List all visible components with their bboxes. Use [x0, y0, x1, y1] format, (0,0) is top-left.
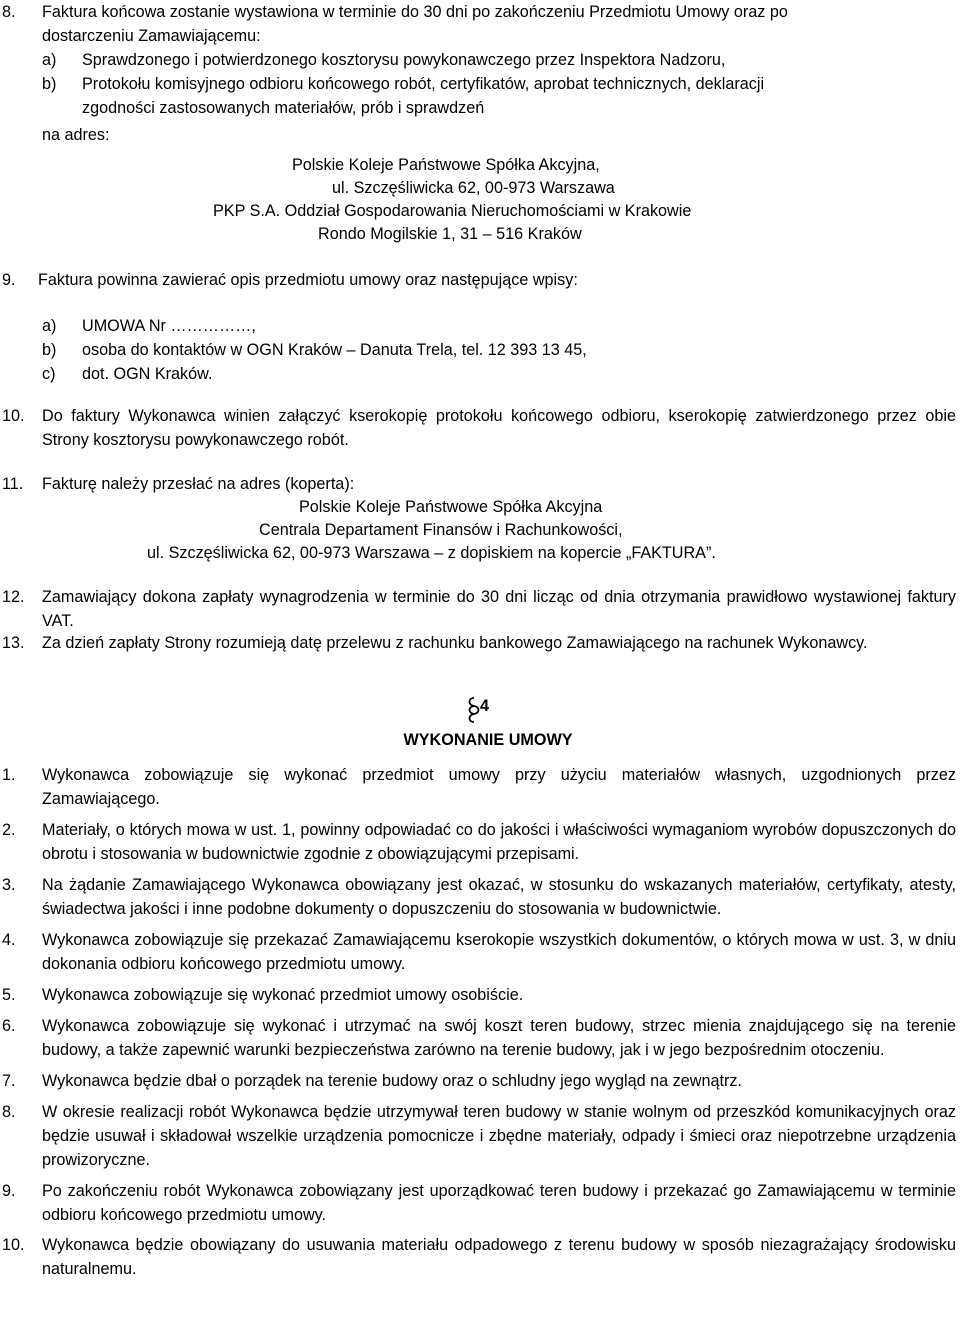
list-number: 6.: [2, 1017, 16, 1035]
list-number: 2.: [2, 821, 16, 839]
list-number: 9.: [2, 1182, 16, 1200]
paragraph-text: [42, 0, 960, 48]
text-line: Wykonawca będzie dbał o porządek na terenie budowy oraz o schludny jego wygląd na zewnątrz.: [42, 1072, 742, 1090]
text-line: Wykonawca zobowiązuje się wykonać przedmiot umowy przy użyciu materiałów własnych, uzgodnionych: [42, 766, 902, 784]
text-line: Wykonawca zobowiązuje się wykonać przedmiot umowy osobiście.: [42, 986, 524, 1004]
list-text: [42, 1014, 960, 1062]
list-letter: b): [42, 341, 57, 359]
list-item: [0, 1100, 960, 1172]
paragraph-9: [0, 268, 960, 292]
address-line: Rondo Mogilskie 1, 31 – 516 Kraków: [318, 225, 582, 243]
list-item: [0, 928, 960, 976]
list-text: [42, 818, 960, 866]
list-number: 7.: [2, 1072, 16, 1090]
paragraph-12: [0, 585, 960, 633]
paragraph-number: 12.: [2, 588, 25, 606]
list-item: [0, 1179, 960, 1227]
text-line: odpady i śmieci oraz niepotrzebne urządzenia prowizoryczne.: [42, 1127, 956, 1169]
paragraph-number: 11.: [2, 475, 24, 493]
list-letter: a): [42, 51, 57, 69]
list-text: [42, 928, 960, 976]
list-item: [0, 362, 960, 386]
text-line: Zamawiającemu w terminie odbioru końcowego przedmiotu umowy.: [42, 1182, 957, 1224]
address-line: ul. Szczęśliwicka 62, 00-973 Warszawa: [332, 179, 615, 197]
list-text: osoba do kontaktów w OGN Kraków – Danuta Trela, tel. 12 393 13 45,: [82, 341, 587, 359]
list-text: [42, 1069, 960, 1093]
list-number: 1.: [2, 766, 16, 784]
list-item: [0, 314, 960, 338]
text-line: Za dzień zapłaty Strony rozumieją datę przelewu z rachunku bankowego Zamawiającego na rachunek: [42, 634, 774, 652]
address-line: Polskie Koleje Państwowe Spółka Akcyjna,: [292, 156, 600, 174]
paragraph-10: [0, 404, 960, 452]
list-item: [0, 338, 960, 362]
list-text: [42, 873, 960, 921]
text-line: Wykonawcy.: [778, 634, 868, 652]
text-line: zatwierdzonego przez obie Strony kosztorysu powykonawczego robót.: [42, 407, 957, 449]
text-line: komunikacyjnych oraz będzie usuwał i składował wszelkie urządzenia pomocnicze i zbędne materiały,: [42, 1103, 957, 1145]
list-text: Protokołu komisyjnego odbioru końcowego robót, certyfikatów, aprobat technicznych, deklaracji: [82, 75, 765, 93]
list-text: [42, 983, 960, 1007]
list-text: dot. OGN Kraków.: [82, 365, 213, 383]
list-item: [0, 48, 960, 72]
section-title: WYKONANIE UMOWY: [403, 731, 573, 749]
text-line: dostarczeniu Zamawiającemu:: [42, 27, 261, 45]
list-letter: c): [42, 365, 56, 383]
paragraph-text: Fakturę należy przesłać na adres (koperta):: [42, 475, 355, 493]
text-line: W okresie realizacji robót Wykonawca będzie utrzymywał teren budowy w stanie wolnym od przeszkód: [42, 1103, 791, 1121]
list-item: [0, 1014, 960, 1062]
text-line: stosowania w budownictwie.: [518, 900, 722, 918]
address-label: na adres:: [42, 126, 110, 144]
list-item: [0, 72, 960, 96]
paragraph-number: 8.: [2, 3, 16, 21]
paragraph-text: Faktura powinna zawierać opis przedmiotu umowy oraz następujące wpisy:: [38, 271, 578, 289]
list-number: 8.: [2, 1103, 16, 1121]
list-number: 4.: [2, 931, 16, 949]
paragraph-text: [42, 404, 960, 452]
paragraph-text: [42, 631, 960, 655]
text-line: Wykonawca będzie obowiązany do usuwania materiału odpadowego z terenu budowy w sposób: [42, 1236, 754, 1254]
list-text: Sprawdzonego i potwierdzonego kosztorysu powykonawczego przez Inspektora Nadzoru,: [82, 51, 726, 69]
paragraph-number: 9.: [2, 271, 16, 289]
list-text-continuation: zgodności zastosowanych materiałów, prób i sprawdzeń: [82, 99, 485, 117]
text-line: znajdującego się na terenie budowy, a także zapewnić warunki bezpieczeństwa zarówno na terenie: [42, 1017, 956, 1059]
address-line: Centrala Departament Finansów i Rachunkowości,: [259, 521, 623, 539]
list-text: [42, 1233, 960, 1281]
paragraph-13: [0, 631, 960, 655]
list-item: [0, 1233, 960, 1281]
text-line: materiałów, certyfikaty, atesty, świadectwa jakości i inne podobne dokumenty o dopuszczeniu do: [42, 876, 956, 918]
text-line: Wykonawca zobowiązuje się przekazać Zamawiającemu kserokopie wszystkich dokumentów, o których: [42, 931, 789, 949]
text-line: Po zakończeniu robót Wykonawca zobowiązany jest uporządkować teren budowy i przekazać go: [42, 1182, 752, 1200]
text-line: Zamawiający dokona zapłaty wynagrodzenia w terminie do 30 dni licząc od dnia otrzymania prawidłowo: [42, 588, 808, 606]
paragraph-text: [42, 585, 960, 633]
text-line: Do faktury Wykonawca winien załączyć kserokopię protokołu końcowego odbioru, kserokopię: [42, 407, 747, 425]
list-number: 10.: [2, 1236, 25, 1254]
list-number: 5.: [2, 986, 16, 1004]
list-text: UMOWA Nr ……………,: [82, 317, 256, 335]
list-number: 3.: [2, 876, 16, 894]
text-line: Faktura końcowa zostanie wystawiona w terminie do 30 dni po zakończeniu Przedmiotu Umowy oraz po: [42, 3, 788, 21]
paragraph-11: [0, 472, 960, 496]
text-line: przez Zamawiającego.: [42, 766, 956, 808]
list-text: [42, 763, 960, 811]
list-letter: b): [42, 75, 57, 93]
address-line: Polskie Koleje Państwowe Spółka Akcyjna: [299, 498, 603, 516]
list-text: [42, 1179, 960, 1227]
text-line: wystawionej faktury VAT.: [42, 588, 956, 630]
address-line: ul. Szczęśliwicka 62, 00-973 Warszawa – z dopiskiem na kopercie „FAKTURA”.: [147, 544, 716, 562]
list-item: [0, 818, 960, 866]
paragraph-9-list: [0, 314, 960, 386]
section-number: 4: [480, 697, 490, 715]
address-line: PKP S.A. Oddział Gospodarowania Nieruchomościami w Krakowie: [213, 202, 692, 220]
list-item: [0, 1069, 960, 1093]
text-line: budowy, jak i w jego bezpośrednim otoczeniu.: [556, 1041, 885, 1059]
list-item: [0, 873, 960, 921]
text-line: Na żądanie Zamawiającego Wykonawca obowiązany jest okazać, w stosunku do wskazanych: [42, 876, 733, 894]
list-item: [0, 983, 960, 1007]
paragraph-8: [0, 0, 960, 147]
text-line: Materiały, o których mowa w ust. 1, powinny odpowiadać co do jakości i właściwości wymaganiom: [42, 821, 749, 839]
list-letter: a): [42, 317, 57, 335]
paragraph-number: 13.: [2, 634, 25, 652]
text-line: niezagrażający środowisku naturalnemu.: [42, 1236, 956, 1278]
text-line: wyrobów dopuszczonych do obrotu i stosowania w budownictwie zgodnie z obowiązującymi przepisami.: [42, 821, 956, 863]
section-4-list: [0, 763, 960, 1281]
text-line: mowa w ust. 3, w dniu dokonania odbioru końcowego przedmiotu umowy.: [42, 931, 956, 973]
paragraph-number: 10.: [2, 407, 25, 425]
list-item: [0, 763, 960, 811]
list-text: [42, 1100, 960, 1172]
text-line: Wykonawca zobowiązuje się wykonać i utrzymać na swój koszt teren budowy, strzec mienia: [42, 1017, 741, 1035]
